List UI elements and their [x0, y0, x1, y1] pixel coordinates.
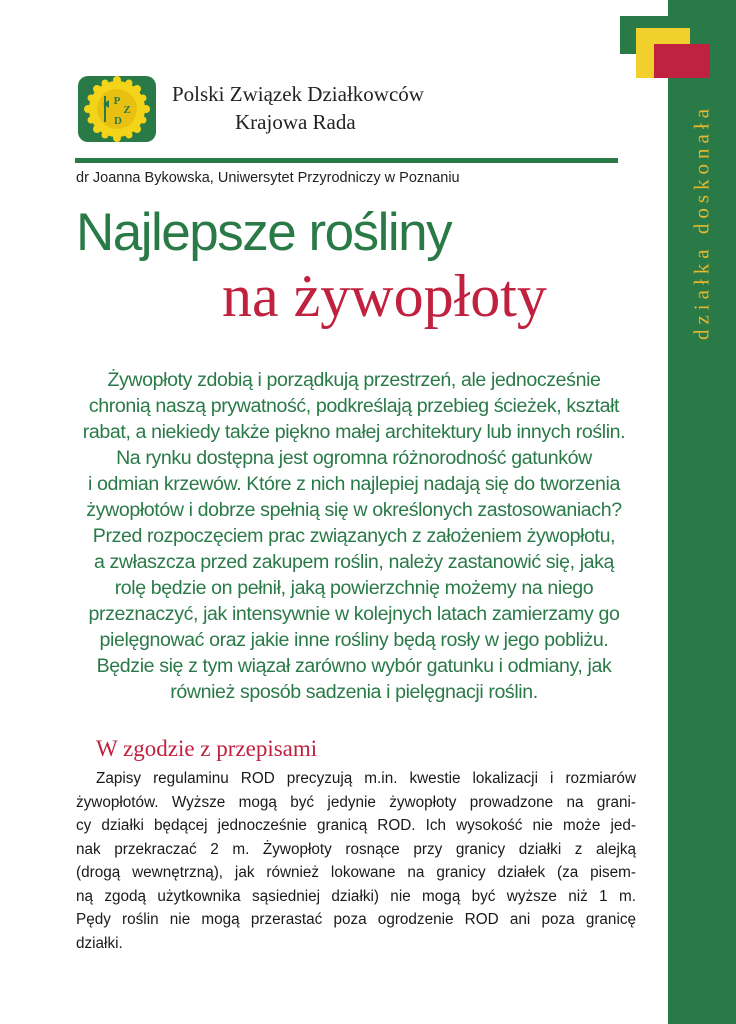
- sidebar-label: działka doskonała: [689, 103, 714, 341]
- intro-line: pielęgnować oraz jakie inne rośliny będą rosły w jego pobliżu.: [99, 629, 609, 651]
- intro-line: Żywopłoty zdobią i porządkują przestrzeń, ale jednocześnie: [107, 369, 601, 391]
- intro-line: rolę będzie on pełnił, jaką powierzchnię możemy na niego: [114, 577, 594, 599]
- intro-line: Przed rozpoczęciem prac związanych z założeniem żywopłotu,: [92, 525, 616, 547]
- intro-line: a zwłaszcza przed zakupem roślin, należy zastanowić się, jaką: [93, 551, 615, 573]
- body-line: Zapisy regulaminu ROD precyzują m.in. kwestie lokalizacji i rozmiarów: [96, 770, 636, 787]
- intro-paragraph: [74, 367, 634, 705]
- org-name: Polski Związek Działkowców: [172, 82, 424, 106]
- intro-line: chronią naszą prywatność, podkreślają przebieg ścieżek, kształt: [88, 395, 620, 417]
- section-body: [76, 767, 636, 955]
- intro-line: również sposób sadzenia i pielęgnacji roślin.: [170, 681, 538, 703]
- title-line-2: na żywopłoty: [222, 263, 547, 329]
- body-line: nak przekraczać 2 m. Żywopłoty rosnące przy granicy działki z alejką: [76, 840, 636, 858]
- pzd-logo-icon: [78, 76, 156, 142]
- body-line: (drogą wewnętrzną), jak również lokowane na granicy działek (za pisem-: [76, 864, 636, 881]
- logo-letter-p: P: [113, 95, 121, 107]
- logo-letter-z: Z: [123, 104, 131, 116]
- intro-line: i odmian krzewów. Które z nich najlepiej nadają się do tworzenia: [87, 473, 621, 495]
- title-line-1: Najlepsze rośliny: [76, 203, 452, 262]
- intro-line: przeznaczyć, jak intensywnie w kolejnych latach zamierzamy go: [88, 603, 620, 625]
- org-subtitle: Krajowa Rada: [235, 110, 356, 134]
- body-line: żywopłotów. Wyższe mogą być jedynie żywopłoty prowadzone na grani-: [76, 793, 636, 811]
- intro-line: rabat, a niekiedy także piękno małej architektury lub innych roślin.: [82, 421, 626, 443]
- section-heading: W zgodzie z przepisami: [96, 736, 318, 761]
- body-line: ną zgodą użytkownika sąsiedniej działki) nie mogą być wyższe niż 1 m.: [76, 887, 636, 905]
- body-line: cy działki będącej jednocześnie granicą ROD. Ich wysokość nie może jed-: [76, 817, 636, 834]
- body-line: działki.: [76, 934, 123, 952]
- body-line: Pędy roślin nie mogą przerastać poza ogrodzenie ROD ani poza granicę: [76, 911, 636, 928]
- intro-line: Na rynku dostępna jest ogromna różnorodność gatunków: [116, 447, 592, 469]
- logo-letter-d: D: [114, 115, 122, 127]
- author-line: dr Joanna Bykowska, Uniwersytet Przyrodniczy w Poznaniu: [76, 170, 460, 186]
- intro-line: Będzie się z tym wiązał zarówno wybór gatunku i odmiany, jak: [96, 655, 612, 677]
- intro-line: żywopłotów i dobrze spełnią się w określonych zastosowaniach?: [86, 499, 622, 521]
- header-divider: [75, 158, 618, 163]
- decor-square-red: [654, 44, 710, 78]
